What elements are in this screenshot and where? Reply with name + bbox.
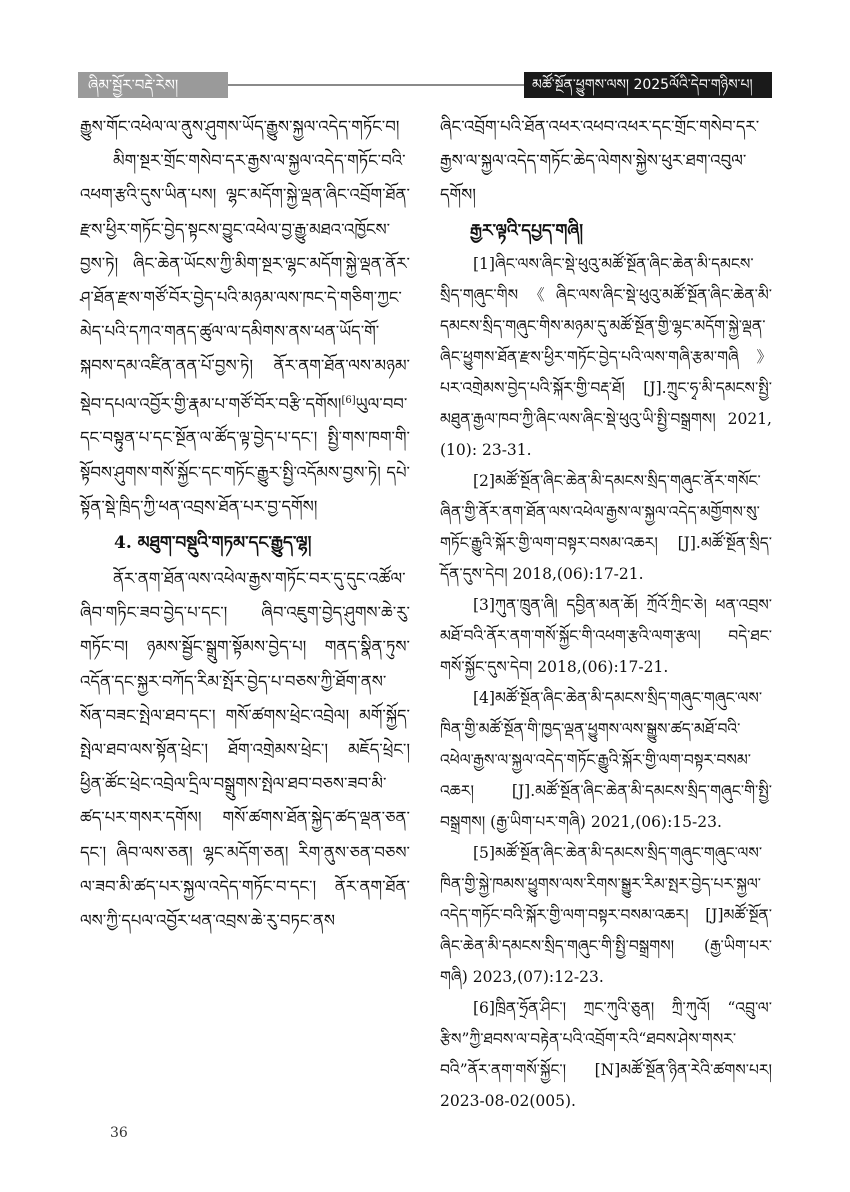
paragraph-text: ཡུལ་བབ་དང་བསྟུན་པ་དང་སྔོན་ལ་ཚོད་ལྟ་བྱེད་པ་དང་། སྤྱི་གས་ཁག་གི་སྟོབས་ཤུགས་གསོ་སྐྱོང་དང་གཏོང་རྒྱུར་སྤྱི་འདོམས་བྱས་ཏེ། དཔེ་སྟོན་སྡེ་ཁྲིད་ཀྱི་ཕན་འབྲས་ཐོན་པར་བྱ་དགོས། (80, 394, 410, 516)
reference-item: [6]ཁྲིན་ཧྲོན་ཤིང་། ཀྲང་ཀུའི་ཅུན། ཀྲི་ཀུའོ། “འབྲུ་ལ་རྩིས”ཀྱི་ཐབས་ལ་བརྟེན་པའི་འབྲོག་རའི“ཐབས་ཤེས་གསར་བའི”ནོར་ནག་གསོ་སྐྱོང་། [N]མཚོ་སྔོན་ཉིན་རེའི་ཚགས་པར། 2023-08-02(005). (440, 998, 772, 1110)
left-column (80, 110, 410, 938)
running-header-right: མཚོ་སྔོན་ཕྱུགས་ལས། 2025ལོའི་དེབ་གཉིས་པ། (524, 72, 772, 98)
paragraph-text: མིག་སྔར་གྲོང་གསེབ་དར་རྒྱས་ལ་སྐྱལ་འདེད་གཏོང་བའི་འཕག་རྩའི་དུས་ཡིན་པས། ལྷང་མདོག་སྐྱེ་ལྡན་ཞིང་འབྲོག་ཐོན་རྫས་ཕྱིར་གཏོང་བྱེད་སྟངས་བྱུང་འཕེལ་བྱ་རྒྱུ་མཐའ་འཁྱོངས་བྱས་ཏེ། ཞིང་ཆེན་ཡོངས་ཀྱི་མིག་སྔར་ལྷང་མདོག་སྐྱེ་ལྡན་ནོར་ཤ་ཐོན་རྫས་གཙོ་བོར་བྱེད་པའི་མཉམ་ལས་ཁང་དེ་གཅིག་ཀྱང་མེད་པའི་དཀའ་གནད་ཚུལ་ལ་དམིགས་ནས་ཕན་ཡོད་གོ་སྐབས་དམ་འཛིན་ནན་པོ་བྱས་ཏེ། ནོར་ནག་ཐོན་ལས་མཉམ་སྡེབ་དཔལ་འབྱོར་གྱི་རྣམ་པ་གཙོ་བོར་བརྩི་དགོས། (80, 151, 410, 414)
right-column (440, 110, 772, 1117)
reference-item: [4]མཚོ་སྔོན་ཞིང་ཆེན་མི་དམངས་སྲིད་གཞུང་གཞུང་ལས་ཁིན་གྱི་མཚོ་སྔོན་གི་ཁྱད་ལྡན་ཕྱུགས་ལས་སྒྱུས་ཚད་མཐོ་བའི་འཕེལ་རྒྱས་ལ་སྐྱལ་འདེད་གཏོང་རྒྱུའི་སྐོར་གྱི་ལག་བསྟར་བསམ་འཆར། [J].མཚོ་སྔོན་ཞིང་ཆེན་མི་དམངས་སྲིད་གཞུང་གི་སྤྱི་བསྒྲགས། (རྒྱ་ཡིག་པར་གཞི) 2021,(06):15-23. (440, 688, 772, 831)
body-paragraph: ནོར་ནག་ཐོན་ལས་འཕེལ་རྒྱས་གཏོང་བར་དུ་དུང་འཚོལ་ཞིབ་གཏིང་ཟབ་བྱེད་པ་དང་། ཞིབ་འཇུག་བྱེད་ཤུགས་ཆེ་རུ་གཏོང་བ། ཉམས་སྦྱོང་སྒྲུག་སྟོམས་བྱེད་པ། གནད་སྣིན་ཏུས་འདོན་དང་སྐྱར་བཀོད་རིམ་སྤོར་བྱེད་པ་བཅས་ཀྱི་ཐོག་ནས་སོན་བཟང་སྤེལ་ཐབ་དང་། གསོ་ཚགས་ཕྲེང་འབྲེལ། མགོ་སྐྱོད་སྤེལ་ཐབ་ལས་སྟོན་ཕྲེང་། ཐོག་འགྲེམས་ཕྲེང་། མཇོད་ཕྲེང་། ཕྱིན་ཚོང་ཕྲེང་འབྲེལ་དྲིལ་བསྒྲུགས་སྤེལ་ཐབ་བཅས་ཟབ་མི་ཚད་པར་གསར་དགོས། གསོ་ཚགས་ཐོན་སྐྱེད་ཚད་ལྡན་ཅན་དང་། ཞིབ་ལས་ཅན། ལྷང་མདོག་ཅན། རིག་ནུས་ཅན་བཅས་ལ་ཟབ་མི་ཚད་པར་སྐྱལ་འདེད་གཏོང་བ་དང་། ནོར་ནག་ཐོན་ལས་ཀྱི་དཔལ་འབྱོར་ཕན་འབྲས་ཆེ་རུ་བཏང་ནས (80, 568, 410, 930)
header-rule (228, 84, 524, 86)
citation-marker: [6] (341, 394, 356, 406)
body-paragraph (80, 144, 410, 524)
running-header-left: ཞིམ་སྦྱོར་བརྡེ་རེས། (78, 72, 228, 98)
body-paragraph: ཞིང་འབྲོག་པའི་ཐོན་འཕར་འཕབ་འཕར་དང་གྲོང་གསེབ་དར་རྒྱས་ལ་སྐྱལ་འདེད་གཏོང་ཆེད་ལེགས་སྐྱེས་ཕུར་ཐག་འབུལ་དགོས། (440, 117, 760, 205)
reference-item: [2]མཚོ་སྔོན་ཞིང་ཆེན་མི་དམངས་སྲིད་གཞུང་ནོར་གསོང་ཞིན་གྱི་ནོར་ནག་ཐོན་ལས་འཕེལ་རྒྱས་ལ་སྐྱལ་འདེད་མགྱོགས་སུ་གཏོང་རྒྱུའི་སྐོར་གྱི་ལག་བསྟར་བསམ་འཆར། [J].མཚོ་སྔོན་སྲིད་དོན་དུས་དེབ། 2018,(06):17-21. (440, 471, 772, 583)
page-number: 36 (110, 1125, 128, 1141)
section-heading: 4. མཐུག་བསྡུའི་གཏམ་དང་རྒྱུད་ལྷ། (114, 532, 312, 553)
references-heading: རྒྱར་ལྟའི་དཔྱད་གཞི། (470, 220, 584, 241)
reference-item: [3]ཀུན་ཁྲུན་ཞི། དབྱིན་མན་ཆོ། ཀྲོའོ་ཀྲིང་ཅེ། ཕན་འབྲས་མཐོ་བའི་ནོར་ནག་གསོ་སྐྱོང་གི་འཕག་རྩའི་ལག་རྩལ། བདེ་ཐང་གསོ་སྐྱོང་དུས་དེབ། 2018,(06):17-21. (440, 595, 772, 676)
reference-item: [1]ཞིང་ལས་ཞིང་སྡེ་ཕུའུ་མཚོ་སྔོན་ཞིང་ཆེན་མི་དམངས་སྲིད་གཞུང་གིས《ཞིང་ལས་ཞིང་སྡེ་ཕུའུ་མཚོ་སྔོན་ཞིང་ཆེན་མི་དམངས་སྲིད་གཞུང་གིས་མཉམ་དུ་མཚོ་སྔོན་གྱི་ལྷང་མདོག་སྐྱེ་ལྡན་ཞིང་ཕྱུགས་ཐོན་རྫས་ཕྱིར་གཏོང་བྱེད་པའི་ལས་གཞི་རྩམ་གཞི》པར་འགྲེམས་བྱེད་པའི་སྐོར་གྱི་བརྡ་ཐོ། [J].ཀྲུང་ཧྭ་མི་དམངས་སྤྱི་མཐུན་རྒྱལ་ཁབ་ཀྱི་ཞིང་ལས་ཞིང་སྡེ་ཕུའུ་ཡི་སྤྱི་བསྒྲགས། 2021,(10): 23-31. (440, 254, 772, 459)
reference-item: [5]མཚོ་སྔོན་ཞིང་ཆེན་མི་དམངས་སྲིད་གཞུང་གཞུང་ལས་ཁིན་གྱི་སྐྱེ་ཁམས་ཕྱུགས་ལས་རིགས་སྒྱུར་རིམ་སྤར་བྱེད་པར་སྐྱལ་འདེད་གཏོང་བའི་སྐོར་གྱི་ལག་བསྟར་བསམ་འཆར། [J]མཚོ་སྔོན་ཞིང་ཆེན་མི་དམངས་སྲིད་གཞུང་གི་སྤྱི་བསྒྲགས། (རྒྱ་ཡིག་པར་གཞི) 2023,(07):12-23. (440, 843, 772, 986)
body-paragraph: རྒྱུས་གོང་འཕེལ་ལ་ནུས་ཤུགས་ཡོད་རྒྱུས་སྐྱལ་འདེད་གཏོང་བ། (80, 117, 400, 136)
